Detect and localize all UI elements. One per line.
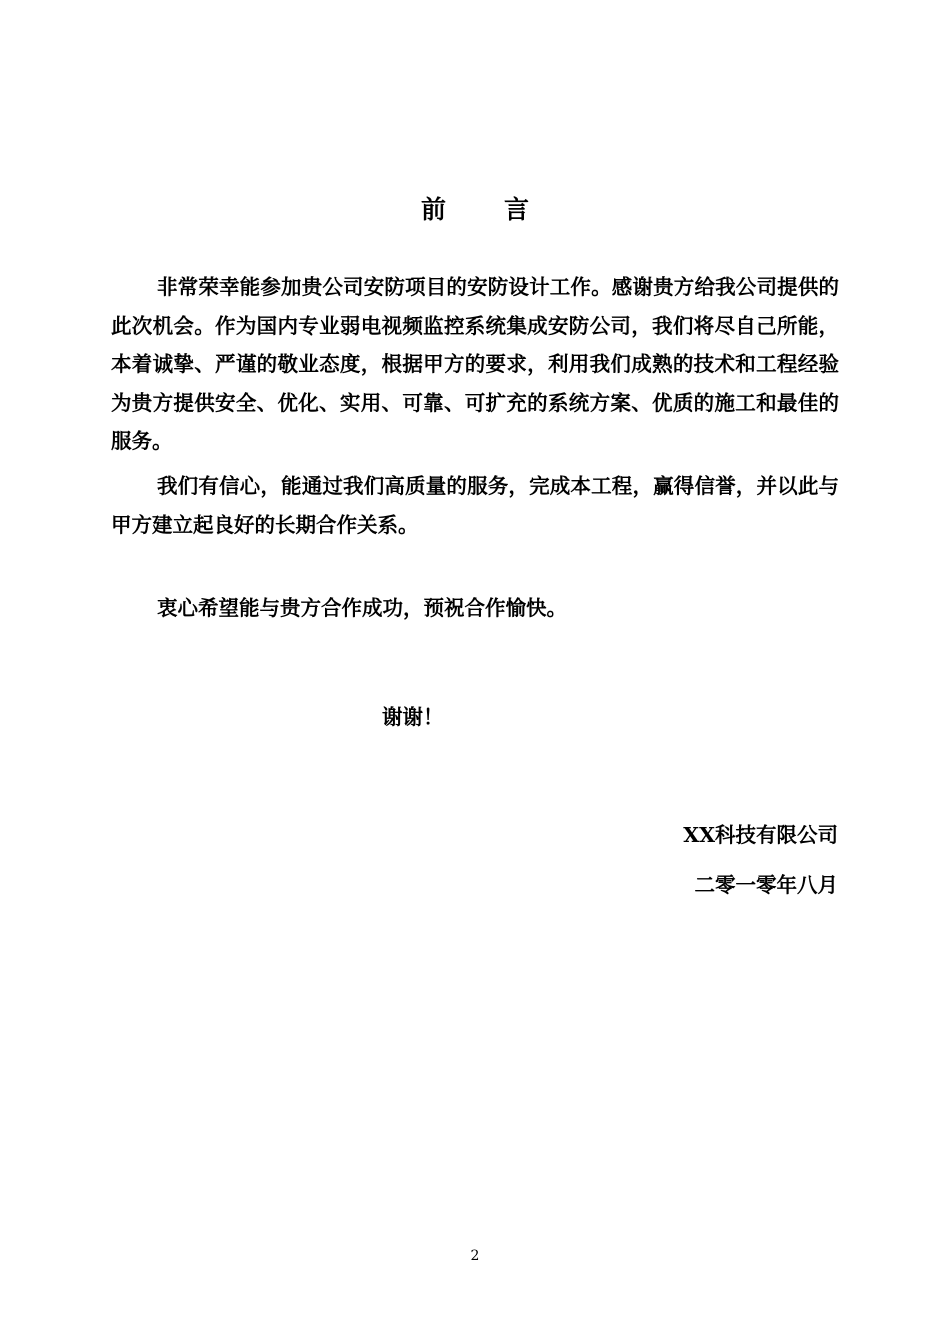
thanks-line: 谢谢！ [382,705,444,729]
page-number: 2 [470,1248,480,1264]
company-signature: XX科技有限公司 [683,823,838,847]
paragraph-wishes: 衷心希望能与贵方合作成功，预祝合作愉快。 [157,596,567,620]
page-title: 前言 [420,195,587,224]
signature-date: 二零一零年八月 [694,873,838,897]
paragraph-intro: 非常荣幸能参加贵公司安防项目的安防设计工作。感谢贵方给我公司提供的此次机会。作为国内专业弱电视频监控系统集成安防公司，我们将尽自己所能，本着诚挚、严谨的敬业态度，根据甲方的要求，利用我们成熟的技术和工程经验为贵方提供安全、优化、实用、可靠、可扩充的系统方案、优质的施工和最佳的服务。 [111,275,839,453]
paragraph-confidence: 我们有信心，能通过我们高质量的服务，完成本工程，赢得信誉，并以此与甲方建立起良好的长期合作关系。 [111,474,839,537]
